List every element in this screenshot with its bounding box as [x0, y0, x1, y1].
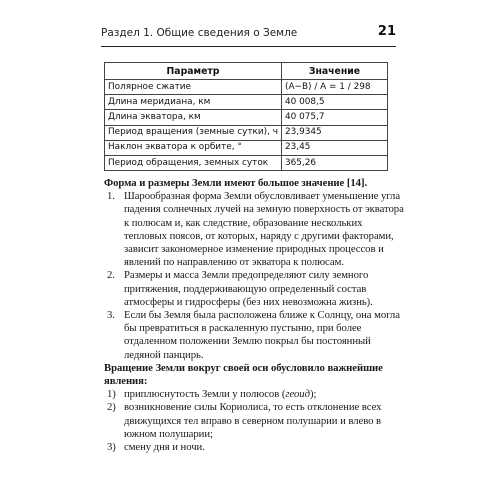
list-item-number: 2. — [107, 269, 115, 282]
column-header-value: Значение — [281, 63, 387, 80]
list-item — [104, 309, 404, 362]
list-item-number: 3) — [107, 441, 116, 454]
list-item — [104, 388, 404, 401]
list-item-text-before: приплюснутость Земли у полюсов ( — [124, 388, 286, 401]
table-cell-parameter: Полярное сжатие — [105, 80, 282, 95]
table-cell-value: 40 075,7 — [281, 110, 387, 125]
page-number: 21 — [377, 24, 396, 39]
section-heading-rotation: Вращение Земли вокруг своей оси обусловило важнейшие явления: — [104, 361, 383, 388]
table-cell-parameter: Период обращения, земных суток — [105, 155, 282, 170]
list-item-text: возникновение силы Кориолиса, то есть отклонение всех движущихся тел вправо в северном полушарии и влево в южном полушарии; — [124, 401, 382, 440]
table-cell-value: 40 008,5 — [281, 95, 387, 110]
body-text — [104, 177, 404, 454]
section-heading-shape: Форма и размеры Земли имеют большое значение [14]. — [104, 177, 368, 189]
earth-parameters-table — [104, 62, 388, 171]
list-item-number: 1. — [107, 190, 115, 203]
table-row — [105, 80, 388, 95]
column-header-parameter: Параметр — [105, 63, 282, 80]
table-row — [105, 110, 388, 125]
list-item — [104, 269, 404, 309]
rotation-phenomena-list — [104, 388, 404, 454]
list-item — [104, 190, 404, 269]
table-cell-parameter: Длина экватора, км — [105, 110, 282, 125]
table-header-row — [105, 63, 388, 80]
running-header — [101, 26, 396, 47]
table-row — [105, 125, 388, 140]
table-cell-value: 365,26 — [281, 155, 387, 170]
list-item-text: Если бы Земля была расположена ближе к Солнцу, она могла бы превратиться в раскаленную пустыню, при более отдаленном положении Землю покрыл бы постоянный ледяной панцирь. — [124, 309, 400, 361]
list-item-number: 3. — [107, 309, 115, 322]
list-item — [104, 441, 404, 454]
table-cell-parameter: Длина меридиана, км — [105, 95, 282, 110]
table-cell-parameter: Период вращения (земные сутки), ч — [105, 125, 282, 140]
list-item-text: смену дня и ночи. — [124, 441, 205, 454]
table-cell-parameter: Наклон экватора к орбите, ° — [105, 140, 282, 155]
list-item-text: Размеры и масса Земли предопределяют силу земного притяжения, поддерживающую определенный состав атмосферы и гидросферы (без них невозможна жизнь). — [124, 269, 373, 308]
list-item-text: Шарообразная форма Земли обусловливает уменьшение угла падения солнечных лучей на земную поверхность от экватора к полюсам и, как следствие, образование нескольких тепловых поясов, от которых, наряду с другими факторами, зависит закономерное изменение природных процессов и явлений по направлению от экватора к полюсам. — [124, 190, 404, 269]
list-item-text-after: ); — [309, 388, 317, 401]
section-title: Раздел 1. Общие сведения о Земле — [101, 27, 298, 39]
list-item-number: 2) — [107, 401, 116, 414]
table-cell-value: (A−B) / A = 1 / 298 — [281, 80, 387, 95]
table-row — [105, 140, 388, 155]
list-item — [104, 401, 404, 441]
table-cell-value: 23,45 — [281, 140, 387, 155]
shape-consequences-list — [104, 190, 404, 362]
list-item-number: 1) — [107, 388, 116, 401]
table-row — [105, 95, 388, 110]
term-geoid: геоид — [285, 388, 310, 401]
table-cell-value: 23,9345 — [281, 125, 387, 140]
table-row — [105, 155, 388, 170]
